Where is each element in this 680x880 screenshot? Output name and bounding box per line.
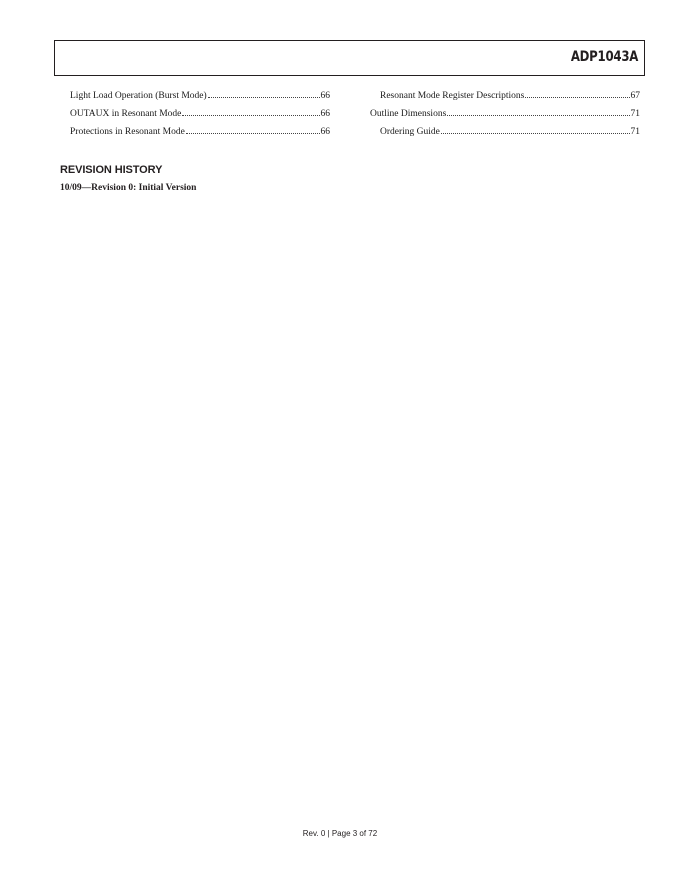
- toc-entry[interactable]: [60, 105, 330, 123]
- toc-column-right: [370, 87, 640, 141]
- toc-entry[interactable]: [370, 87, 640, 105]
- toc-column-left: [60, 87, 330, 141]
- page-header: [54, 40, 645, 76]
- toc-entry-page: 71: [630, 109, 640, 119]
- toc-entry[interactable]: [370, 123, 640, 141]
- toc-leader: [208, 97, 320, 98]
- toc-entry-title: Resonant Mode Register Descriptions: [380, 91, 525, 101]
- toc-entry-page: 66: [320, 109, 330, 119]
- toc-entry-title: Protections in Resonant Mode: [70, 127, 185, 137]
- toc-entry-title: Light Load Operation (Burst Mode): [70, 91, 207, 101]
- part-number: ADP1043A: [570, 49, 638, 65]
- revision-entry: 10/09—Revision 0: Initial Version: [60, 183, 197, 193]
- toc-entry[interactable]: [370, 105, 640, 123]
- toc-leader: [441, 133, 630, 134]
- revision-history-heading: REVISION HISTORY: [60, 164, 163, 176]
- toc-entry-title: Ordering Guide: [380, 127, 440, 137]
- toc-entry[interactable]: [60, 123, 330, 141]
- toc-leader: [182, 115, 319, 116]
- toc-entry-page: 66: [320, 127, 330, 137]
- toc-entry-title: Outline Dimensions: [370, 109, 447, 119]
- page-footer: Rev. 0 | Page 3 of 72: [302, 829, 378, 838]
- toc-entry-title: OUTAUX in Resonant Mode: [70, 109, 182, 119]
- toc-leader: [447, 115, 629, 116]
- toc-entry-page: 66: [320, 91, 330, 101]
- toc-leader: [186, 133, 320, 134]
- toc-entry-page: 71: [630, 127, 640, 137]
- toc-entry[interactable]: [60, 87, 330, 105]
- toc-entry-page: 67: [630, 91, 640, 101]
- toc-leader: [525, 97, 629, 98]
